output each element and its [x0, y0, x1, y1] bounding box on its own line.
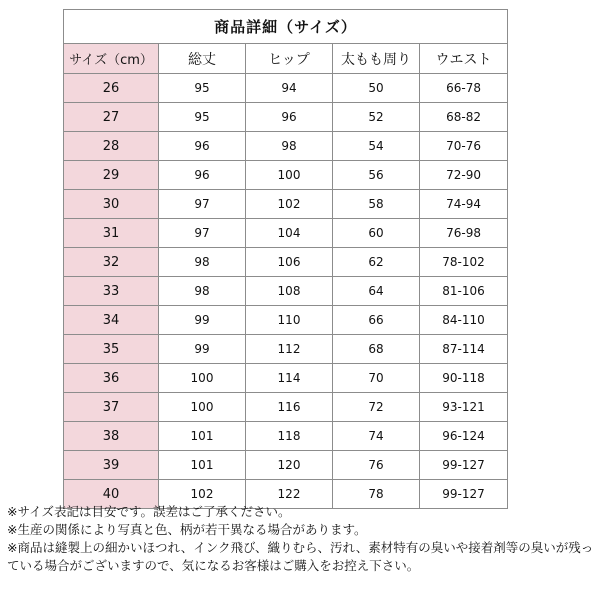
size-cell: 38	[64, 422, 159, 451]
total-length-cell: 97	[159, 190, 246, 219]
table-title: 商品詳細（サイズ）	[64, 10, 508, 44]
header-size: サイズ（cm）	[64, 44, 159, 74]
table-row	[64, 393, 508, 422]
hip-cell: 96	[246, 103, 333, 132]
size-cell: 30	[64, 190, 159, 219]
thigh-cell: 78	[333, 480, 420, 509]
hip-cell: 94	[246, 74, 333, 103]
waist-cell: 66-78	[420, 74, 508, 103]
waist-cell: 87-114	[420, 335, 508, 364]
hip-cell: 106	[246, 248, 333, 277]
table-row	[64, 74, 508, 103]
table-row	[64, 161, 508, 190]
hip-cell: 100	[246, 161, 333, 190]
size-chart-table	[63, 9, 508, 509]
waist-cell: 96-124	[420, 422, 508, 451]
size-cell: 29	[64, 161, 159, 190]
thigh-cell: 68	[333, 335, 420, 364]
size-cell: 28	[64, 132, 159, 161]
waist-cell: 72-90	[420, 161, 508, 190]
size-cell: 37	[64, 393, 159, 422]
table-row	[64, 248, 508, 277]
table-row	[64, 190, 508, 219]
total-length-cell: 99	[159, 306, 246, 335]
thigh-cell: 72	[333, 393, 420, 422]
table-row	[64, 277, 508, 306]
total-length-cell: 99	[159, 335, 246, 364]
total-length-cell: 101	[159, 422, 246, 451]
thigh-cell: 54	[333, 132, 420, 161]
table-row	[64, 103, 508, 132]
thigh-cell: 62	[333, 248, 420, 277]
total-length-cell: 101	[159, 451, 246, 480]
waist-cell: 81-106	[420, 277, 508, 306]
waist-cell: 99-127	[420, 451, 508, 480]
thigh-cell: 74	[333, 422, 420, 451]
thigh-cell: 60	[333, 219, 420, 248]
thigh-cell: 76	[333, 451, 420, 480]
size-cell: 26	[64, 74, 159, 103]
total-length-cell: 98	[159, 277, 246, 306]
total-length-cell: 96	[159, 161, 246, 190]
hip-cell: 104	[246, 219, 333, 248]
hip-cell: 114	[246, 364, 333, 393]
size-cell: 33	[64, 277, 159, 306]
thigh-cell: 70	[333, 364, 420, 393]
note-size-disclaimer: ※サイズ表記は目安です。誤差はご了承ください。	[7, 504, 291, 519]
hip-cell: 122	[246, 480, 333, 509]
hip-cell: 98	[246, 132, 333, 161]
size-cell: 39	[64, 451, 159, 480]
size-cell: 35	[64, 335, 159, 364]
size-cell: 32	[64, 248, 159, 277]
waist-cell: 68-82	[420, 103, 508, 132]
table-row	[64, 306, 508, 335]
size-cell: 36	[64, 364, 159, 393]
thigh-cell: 64	[333, 277, 420, 306]
header-waist: ウエスト	[420, 44, 508, 74]
hip-cell: 110	[246, 306, 333, 335]
thigh-cell: 56	[333, 161, 420, 190]
thigh-cell: 58	[333, 190, 420, 219]
note-color-disclaimer: ※生産の関係により写真と色、柄が若干異なる場合があります。	[7, 522, 367, 537]
total-length-cell: 100	[159, 364, 246, 393]
table-row	[64, 219, 508, 248]
hip-cell: 108	[246, 277, 333, 306]
table-row	[64, 451, 508, 480]
thigh-cell: 52	[333, 103, 420, 132]
waist-cell: 84-110	[420, 306, 508, 335]
size-cell: 34	[64, 306, 159, 335]
total-length-cell: 95	[159, 103, 246, 132]
note-quality-disclaimer: ※商品は縫製上の細かいほつれ、インク飛び、織りむら、汚れ、素材特有の臭いや接着剤等の臭いが残っている場合がございますので、気になるお客様はご購入をお控え下さい。	[7, 540, 594, 573]
hip-cell: 112	[246, 335, 333, 364]
size-cell: 31	[64, 219, 159, 248]
waist-cell: 93-121	[420, 393, 508, 422]
waist-cell: 76-98	[420, 219, 508, 248]
size-cell: 40	[64, 480, 159, 509]
table-row	[64, 132, 508, 161]
header-total-length: 総丈	[159, 44, 246, 74]
hip-cell: 102	[246, 190, 333, 219]
hip-cell: 116	[246, 393, 333, 422]
total-length-cell: 96	[159, 132, 246, 161]
header-hip: ヒップ	[246, 44, 333, 74]
waist-cell: 78-102	[420, 248, 508, 277]
thigh-cell: 66	[333, 306, 420, 335]
size-cell: 27	[64, 103, 159, 132]
waist-cell: 90-118	[420, 364, 508, 393]
waist-cell: 74-94	[420, 190, 508, 219]
total-length-cell: 97	[159, 219, 246, 248]
table-row	[64, 422, 508, 451]
total-length-cell: 95	[159, 74, 246, 103]
waist-cell: 70-76	[420, 132, 508, 161]
header-thigh: 太もも周り	[333, 44, 420, 74]
total-length-cell: 100	[159, 393, 246, 422]
waist-cell: 99-127	[420, 480, 508, 509]
thigh-cell: 50	[333, 74, 420, 103]
header-row	[64, 44, 508, 74]
notes	[7, 503, 595, 575]
hip-cell: 120	[246, 451, 333, 480]
table-row	[64, 364, 508, 393]
total-length-cell: 98	[159, 248, 246, 277]
table-row	[64, 335, 508, 364]
total-length-cell: 102	[159, 480, 246, 509]
hip-cell: 118	[246, 422, 333, 451]
